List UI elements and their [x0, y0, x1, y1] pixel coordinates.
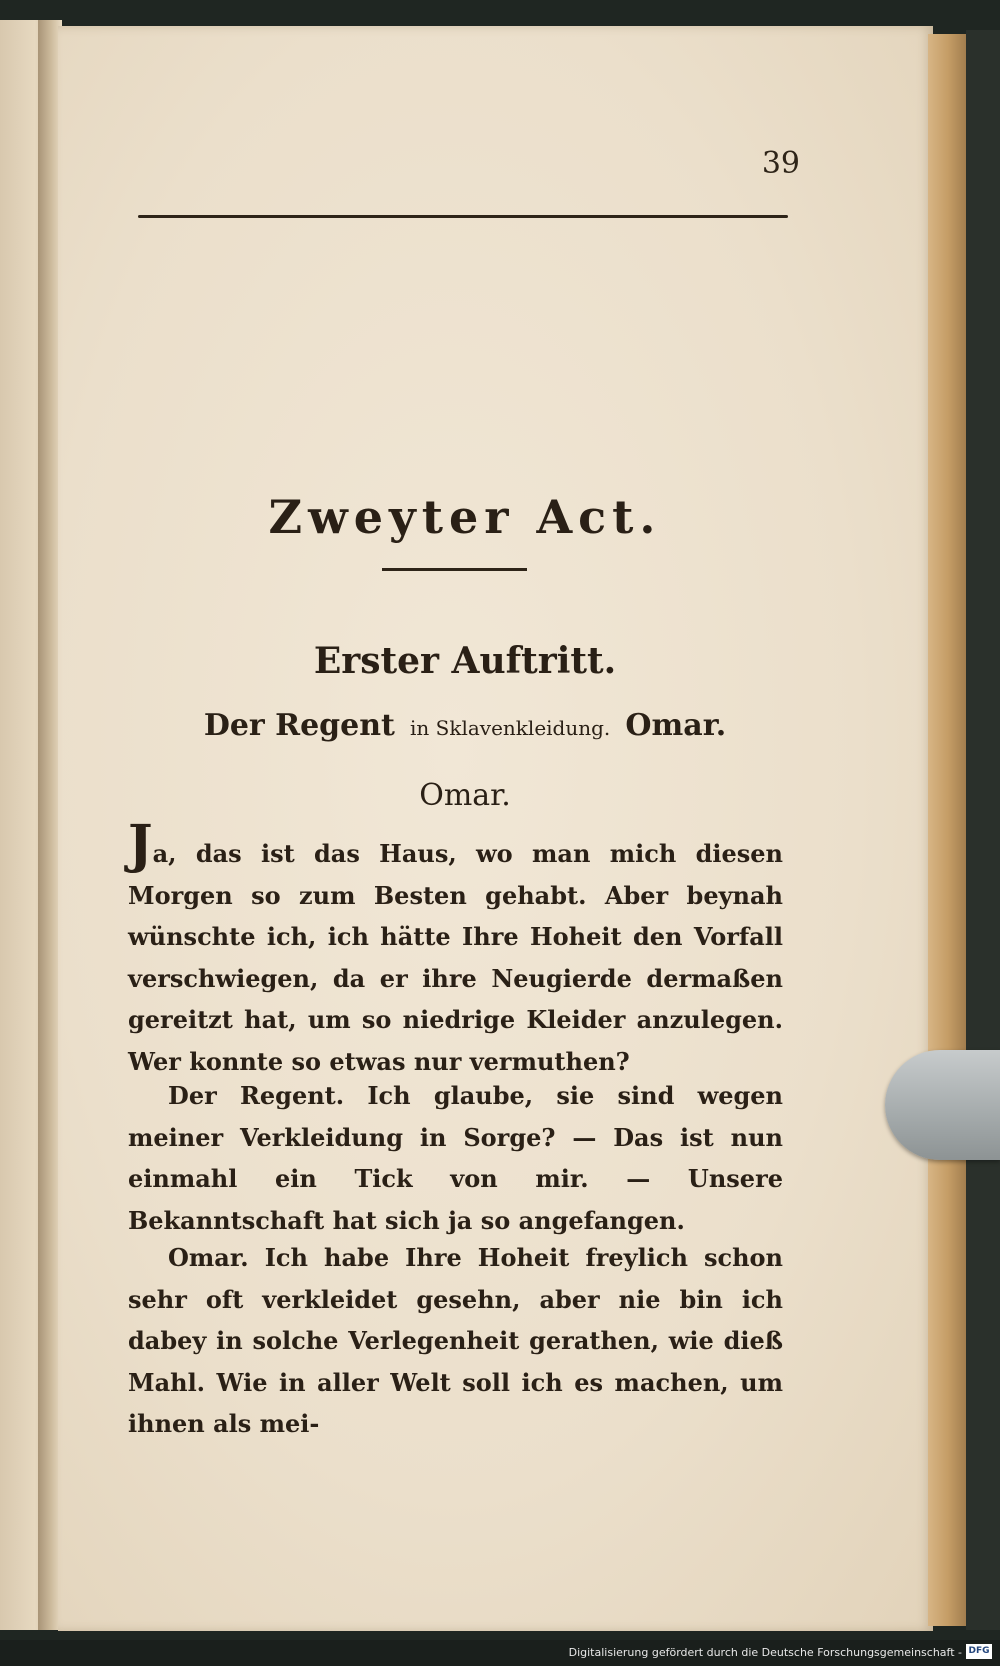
page-holder-tab — [885, 1050, 1000, 1160]
dfg-logo: DFG — [966, 1644, 992, 1659]
cast-costume-note: in Sklavenkleidung. — [410, 716, 611, 740]
act-divider — [382, 568, 527, 571]
paragraph-1-text: a, das ist das Haus, wo man mich diesen Morgen so zum Besten gehabt. Aber beynah wünschte ich, ich hätte Ihre Hoheit den Vorfall verschwiegen, da er ihre Neugierde dermaßen gereitzt hat, um so niedrige Kleider anzulegen. Wer konnte so etwas nur vermuthen? — [128, 839, 783, 1076]
cast-character-regent: Der Regent — [203, 708, 395, 743]
scene-title: Erster Auftritt. — [313, 640, 617, 682]
cast-line — [140, 708, 790, 743]
cast-character-omar: Omar. — [625, 708, 727, 743]
drop-cap: J — [128, 814, 153, 875]
act-title: Zweyter Act. — [268, 490, 662, 544]
footer-credit: Digitalisierung gefördert durch die Deutsche Forschungsgemeinschaft - — [568, 1646, 962, 1659]
page-number: 39 — [761, 146, 800, 181]
header-rule — [138, 215, 788, 218]
paragraph-2: Der Regent. Ich glaube, sie sind wegen meiner Verkleidung in Sorge? — Das ist nun einmahl ein Tick von mir. — Unsere Bekanntschaft hat sich ja so angefangen. — [128, 1081, 783, 1235]
paragraph-1 — [128, 814, 783, 1082]
background-edge — [966, 30, 1000, 1630]
page-fore-edge — [928, 34, 968, 1626]
paragraph-3: Omar. Ich habe Ihre Hoheit freylich schon sehr oft verkleidet gesehn, aber nie bin ich dabey in solche Verlegenheit gerathen, wie dieß Mahl. Wie in aller Welt soll ich es machen, um ihnen als mei- — [128, 1243, 783, 1438]
speaker-name: Omar. — [419, 778, 511, 813]
footer-bar — [0, 1640, 1000, 1666]
